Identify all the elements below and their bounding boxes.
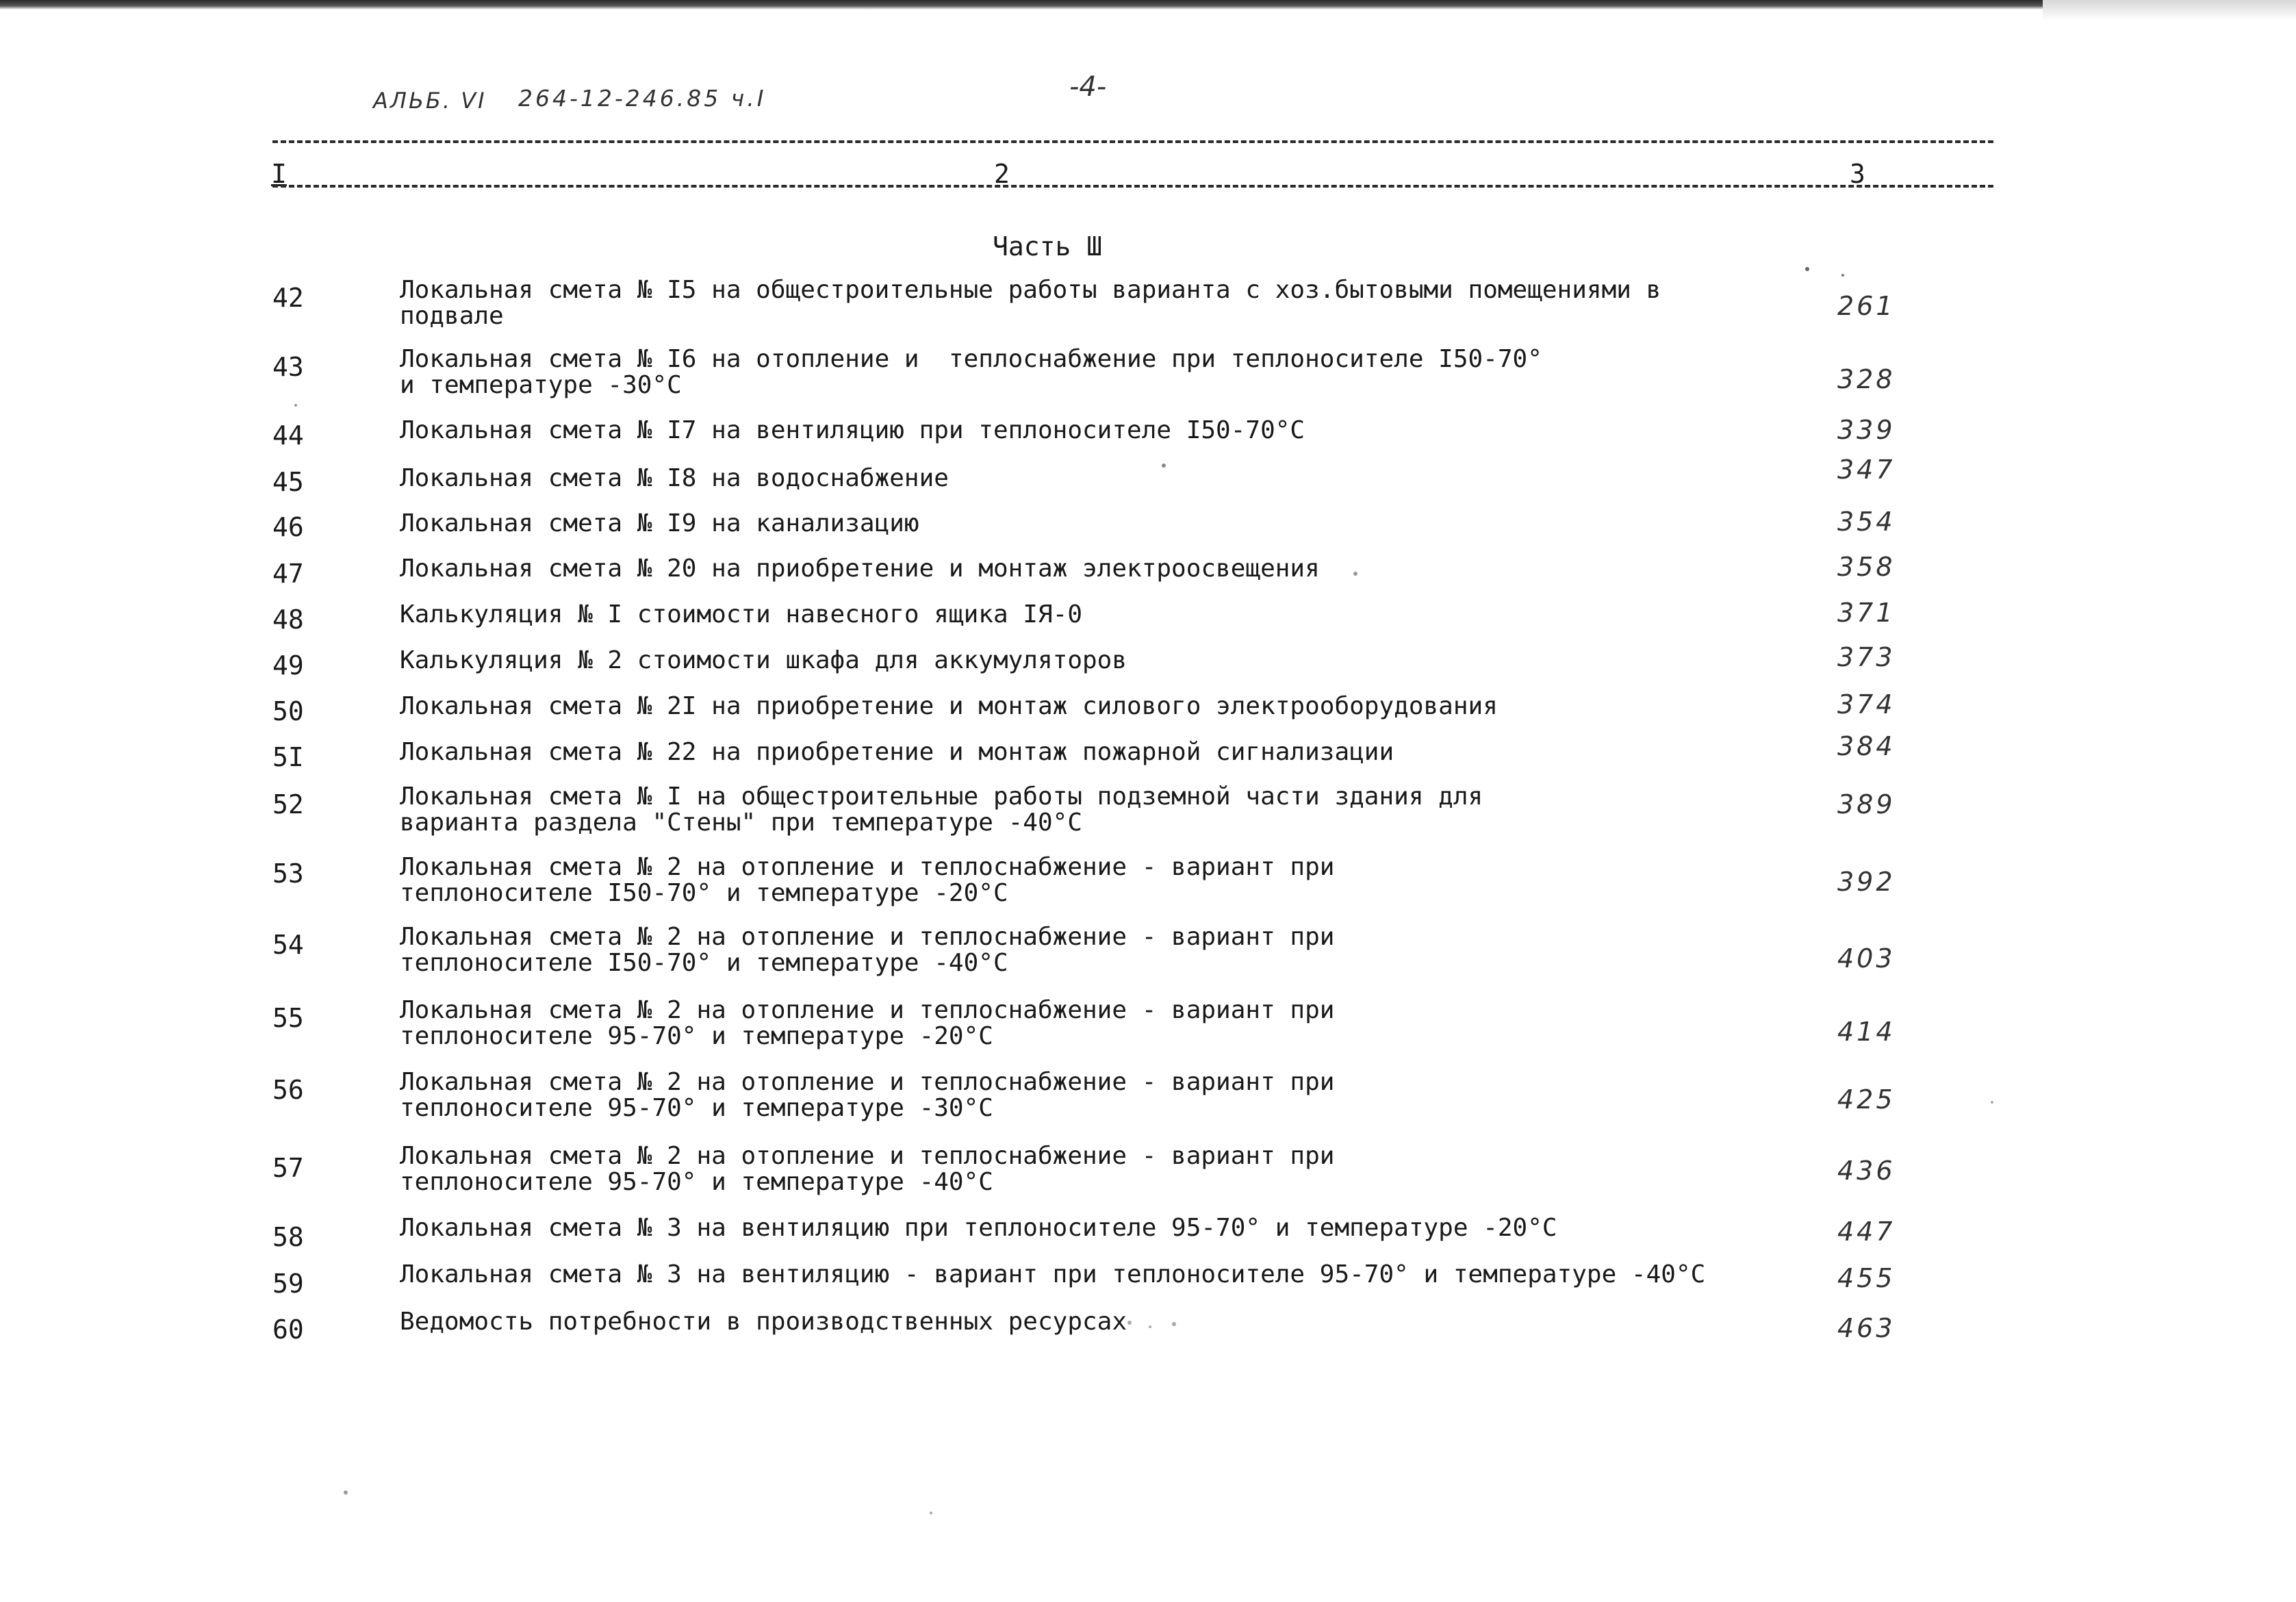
column-number-3: 3 [1850,159,1865,189]
row-number: 56 [272,1075,304,1105]
row-title: Локальная смета № I9 на канализацию [400,509,919,537]
row-title: Локальная смета № I5 на общестроительные работы варианта с хоз.бытовыми помещениями в подвале [400,276,1676,330]
row-number: 55 [272,1003,304,1033]
row-number: 45 [272,467,304,497]
row-title: Локальная смета № I8 на водоснабжение [400,464,949,492]
row-page: 354 [1837,507,1896,537]
row-page: 389 [1837,789,1896,819]
part-title: Часть Ш [993,231,1103,262]
row-number: 44 [272,420,304,450]
row-title: Локальная смета № 2 на отопление и теплоснабжение - вариант при теплоносителе 95-70° и температуре -40°С [400,1142,1335,1196]
row-number: 60 [272,1314,304,1345]
row-page: 455 [1837,1263,1896,1293]
row-page: 447 [1837,1217,1896,1247]
row-number: 53 [272,859,304,889]
row-number: 57 [272,1153,304,1183]
row-title: Локальная смета № I6 на отопление и теплоснабжение при теплоносителе I50-70° и температуре -30°С [400,345,1542,399]
row-page: 328 [1837,364,1896,394]
row-page: 261 [1837,291,1896,321]
row-title: Калькуляция № I стоимости навесного ящика IЯ-0 [400,600,1082,628]
row-number: 54 [272,930,304,960]
row-number: 5I [272,742,304,772]
row-page: 392 [1837,867,1896,897]
row-page: 347 [1837,455,1896,485]
row-page: 358 [1837,552,1896,582]
row-title: Локальная смета № 2 на отопление и теплоснабжение - вариант при теплоносителе 95-70° и температуре -20°С [400,996,1335,1050]
row-title: Локальная смета № 2 на отопление и теплоснабжение - вариант при теплоносителе I50-70° и температуре -40°С [400,923,1335,977]
album-label: АЛЬБ. VI [373,88,487,114]
row-number: 48 [272,605,304,635]
row-title: Локальная смета № 2 на отопление и теплоснабжение - вариант при теплоносителе I50-70° и температуре -20°С [400,853,1335,907]
row-title: Локальная смета № 22 на приобретение и монтаж пожарной сигнализации [400,738,1394,766]
row-number: 46 [272,512,304,542]
row-title: Ведомость потребности в производственных ресурсах [400,1308,1127,1336]
row-number: 47 [272,559,304,589]
row-title: Локальная смета № 2 на отопление и теплоснабжение - вариант при теплоносителе 95-70° и температуре -30°С [400,1068,1335,1122]
row-number: 59 [272,1269,304,1299]
row-title: Калькуляция № 2 стоимости шкафа для аккумуляторов [400,646,1127,674]
row-page: 463 [1837,1313,1896,1343]
column-number-1: I [271,159,287,189]
document-code: 264-12-246.85 ч.I [518,85,767,112]
row-title: Локальная смета № 3 на вентиляцию - вариант при теплоносителе 95-70° и температуре -40°С [400,1260,1706,1288]
row-page: 339 [1837,415,1896,445]
row-page: 414 [1837,1017,1896,1047]
row-title: Локальная смета № I на общестроительные работы подземной части здания для варианта раздела "Стены" при температуре -40°С [400,783,1483,837]
row-title: Локальная смета № 3 на вентиляцию при теплоносителе 95-70° и температуре -20°С [400,1214,1557,1242]
row-number: 58 [272,1222,304,1252]
row-page: 384 [1837,731,1896,761]
column-number-2: 2 [994,159,1010,189]
row-page: 403 [1837,943,1896,974]
row-title: Локальная смета № I7 на вентиляцию при теплоносителе I50-70°С [400,416,1305,444]
row-number: 42 [272,283,304,313]
row-number: 52 [272,789,304,819]
page-number: -4- [1069,71,1107,103]
row-page: 371 [1837,598,1896,628]
row-page: 436 [1837,1156,1896,1186]
row-title: Локальная смета № 20 на приобретение и монтаж электроосвещения [400,555,1320,583]
row-number: 49 [272,650,304,681]
row-page: 373 [1837,642,1896,672]
row-page: 374 [1837,689,1896,720]
row-number: 50 [272,696,304,726]
row-number: 43 [272,352,304,382]
row-title: Локальная смета № 2I на приобретение и монтаж силового электрооборудования [400,692,1498,720]
row-page: 425 [1837,1084,1896,1115]
